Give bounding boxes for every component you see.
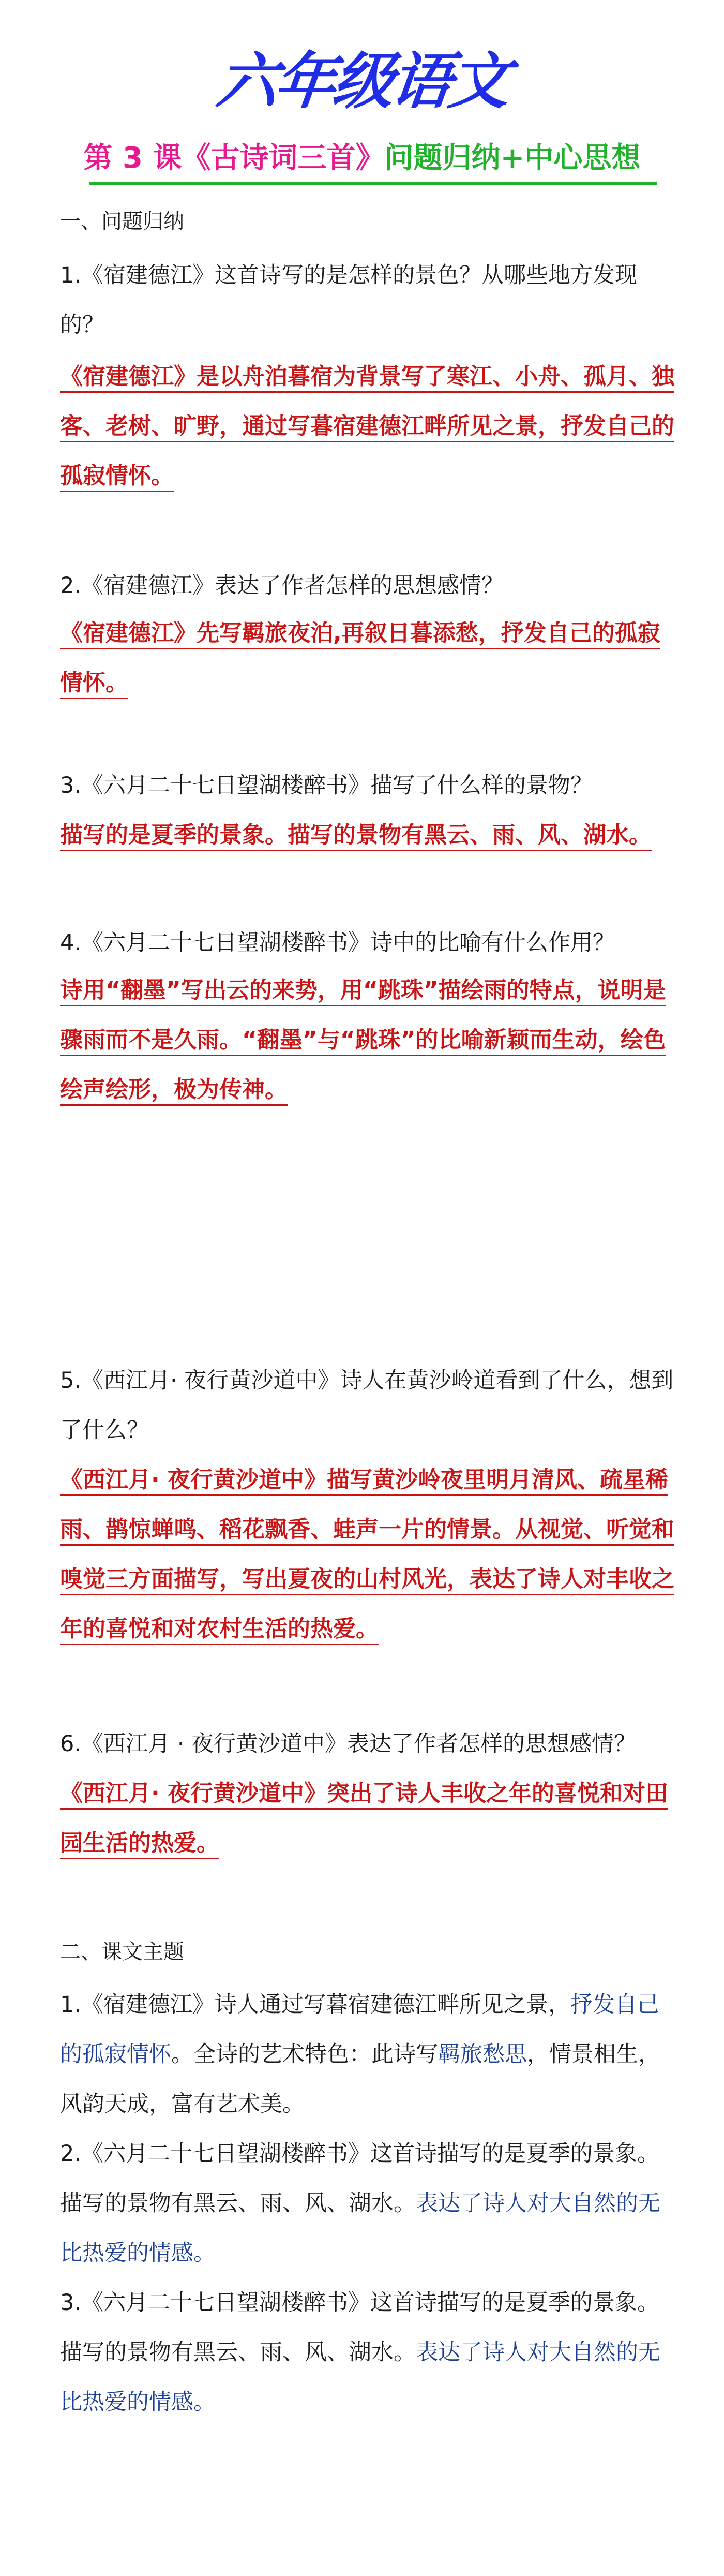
question-3: 3.《六月二十七日望湖楼醉书》描写了什么样的景物？ — [60, 773, 593, 798]
section-heading-questions: 一、问题归纳 — [60, 210, 184, 233]
answer-3: 描写的是夏季的景象。描写的景物有黑云、雨、风、湖水。 — [60, 822, 652, 848]
answer-6: 《西江月· 夜行黄沙道中》突出了诗人丰收之年的喜悦和对田园生活的热爱。 — [60, 1780, 669, 1856]
question-4: 4.《六月二十七日望湖楼醉书》诗中的比喻有什么作用？ — [60, 930, 615, 956]
logo: 六年级语文 — [213, 46, 511, 117]
question-2: 2.《宿建德江》表达了作者怎样的思想感情？ — [60, 573, 504, 599]
theme-2: 2.《六月二十七日望湖楼醉书》这首诗描写的是夏季的景象。描写的景物有黑云、雨、风、湖水。表达了诗人对大自然的无比热爱的情感。 — [60, 2141, 660, 2266]
section-heading-themes: 二、课文主题 — [60, 1940, 184, 1964]
theme-3: 3.《六月二十七日望湖楼醉书》这首诗描写的是夏季的景象。描写的景物有黑云、雨、风、湖水。表达了诗人对大自然的无比热爱的情感。 — [60, 2290, 660, 2415]
title-lesson: 第 3 课《古诗词三首》 — [83, 141, 385, 175]
theme-1: 1.《宿建德江》诗人通过写暮宿建德江畔所见之景，抒发自己的孤寂情怀。全诗的艺术特色：此诗写羁旅愁思，情景相生，风韵天成，富有艺术美。 — [60, 1992, 660, 2117]
question-6: 6.《西江月 · 夜行黄沙道中》表达了作者怎样的思想感情？ — [60, 1731, 637, 1757]
title-underline — [89, 182, 657, 185]
title-topic: 问题归纳+中心思想 — [384, 141, 641, 175]
question-5: 5.《西江月· 夜行黄沙道中》诗人在黄沙岭道看到了什么，想到了什么？ — [60, 1368, 674, 1443]
answer-5: 《西江月· 夜行黄沙道中》描写黄沙岭夜里明月清风、疏星稀雨、鹊惊蝉鸣、稻花飘香、蛙声一片的情景。从视觉、听觉和嗅觉三方面描写，写出夏夜的山村风光，表达了诗人对丰收之年的喜悦和对农村生活的热爱。 — [60, 1467, 674, 1642]
answer-4: 诗用“翻墨”写出云的来势，用“跳珠”描绘雨的特点，说明是骤雨而不是久雨。“翻墨”与“跳珠”的比喻新颖而生动，绘色绘声绘形，极为传神。 — [60, 977, 666, 1103]
question-1: 1.《宿建德江》这首诗写的是怎样的景色？从哪些地方发现的？ — [60, 262, 638, 338]
answer-2: 《宿建德江》先写羁旅夜泊,再叙日暮添愁，抒发自己的孤寂情怀。 — [60, 620, 660, 696]
answer-1: 《宿建德江》是以舟泊暮宿为背景写了寒江、小舟、孤月、独客、老树、旷野，通过写暮宿建德江畔所见之景，抒发自己的孤寂情怀。 — [60, 363, 674, 489]
page-title — [0, 141, 724, 175]
